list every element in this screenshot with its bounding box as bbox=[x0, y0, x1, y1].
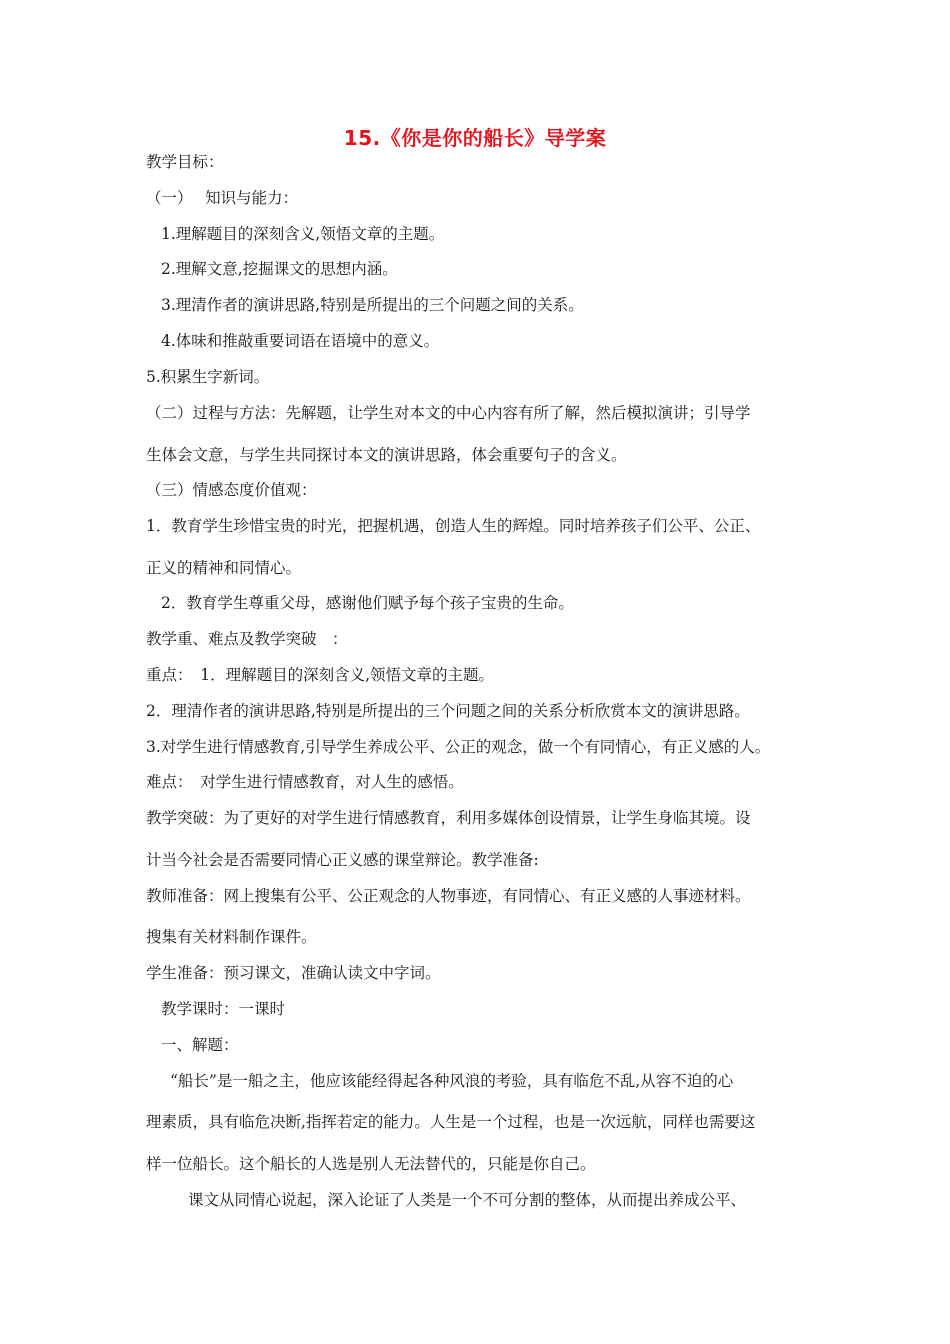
paragraph-line: 4.体味和推敲重要词语在语境中的意义。 bbox=[161, 332, 440, 350]
paragraph-line: （三）情感态度价值观： bbox=[146, 481, 317, 499]
paragraph-line: 教学目标： bbox=[146, 153, 224, 171]
paragraph-line: 3.对学生进行情感教育,引导学生养成公平、公正的观念，做一个有同情心，有正义感的人。 bbox=[146, 738, 771, 756]
paragraph-line: 理素质，具有临危决断,指挥若定的能力。人生是一个过程，也是一次远航，同样也需要这 bbox=[146, 1113, 756, 1131]
paragraph-line: “船长”是一船之主，他应该能经得起各种风浪的考验，具有临危不乱,从容不迫的心 bbox=[170, 1072, 734, 1090]
paragraph-line: 难点： 对学生进行情感教育，对人生的感悟。 bbox=[146, 773, 464, 791]
paragraph-line: 1．教育学生珍惜宝贵的时光，把握机遇，创造人生的辉煌。同时培养孩子们公平、公正、 bbox=[146, 517, 761, 535]
paragraph-line: 教学突破：为了更好的对学生进行情感教育，利用多媒体创设情景，让学生身临其境。设 bbox=[146, 809, 751, 827]
paragraph-line: 教学重、难点及教学突破 ： bbox=[146, 630, 348, 648]
paragraph-line: （一） 知识与能力： bbox=[146, 189, 299, 207]
paragraph-line: 教师准备：网上搜集有公平、公正观念的人物事迹，有同情心、有正义感的人事迹材料。 bbox=[146, 887, 751, 905]
paragraph-line: 计当今社会是否需要同情心正义感的课堂辩论。教学准备: bbox=[146, 851, 539, 869]
paragraph-line: 课文从同情心说起，深入论证了人类是一个不可分割的整体，从而提出养成公平、 bbox=[188, 1191, 747, 1209]
paragraph-line: （二）过程与方法：先解题，让学生对本文的中心内容有所了解，然后模拟演讲；引导学 bbox=[146, 404, 751, 422]
paragraph-line: 教学课时：一课时 bbox=[161, 1000, 286, 1018]
document-title: 15.《你是你的船长》导学案 bbox=[343, 126, 607, 150]
paragraph-line: 正义的精神和同情心。 bbox=[146, 559, 302, 577]
paragraph-line: 5.积累生字新词。 bbox=[146, 368, 270, 386]
paragraph-line: 1.理解题目的深刻含义,领悟文章的主题。 bbox=[161, 225, 445, 243]
paragraph-line: 2.理解文意,挖掘课文的思想内涵。 bbox=[161, 260, 398, 278]
paragraph-line: 2．教育学生尊重父母，感谢他们赋予每个孩子宝贵的生命。 bbox=[161, 594, 574, 612]
paragraph-line: 重点： 1．理解题目的深刻含义,领悟文章的主题。 bbox=[146, 666, 495, 684]
paragraph-line: 2．理清作者的演讲思路,特别是所提出的三个问题之间的关系分析欣赏本文的演讲思路。 bbox=[146, 702, 750, 720]
paragraph-line: 学生准备：预习课文，准确认读文中字词。 bbox=[146, 964, 441, 982]
paragraph-line: 样一位船长。这个船长的人选是别人无法替代的，只能是你自己。 bbox=[146, 1155, 596, 1173]
paragraph-line: 搜集有关材料制作课件。 bbox=[146, 928, 317, 946]
paragraph-line: 一、解题： bbox=[161, 1036, 239, 1054]
paragraph-line: 生体会文意，与学生共同探讨本文的演讲思路，体会重要句子的含义。 bbox=[146, 446, 627, 464]
paragraph-line: 3.理清作者的演讲思路,特别是所提出的三个问题之间的关系。 bbox=[161, 296, 584, 314]
